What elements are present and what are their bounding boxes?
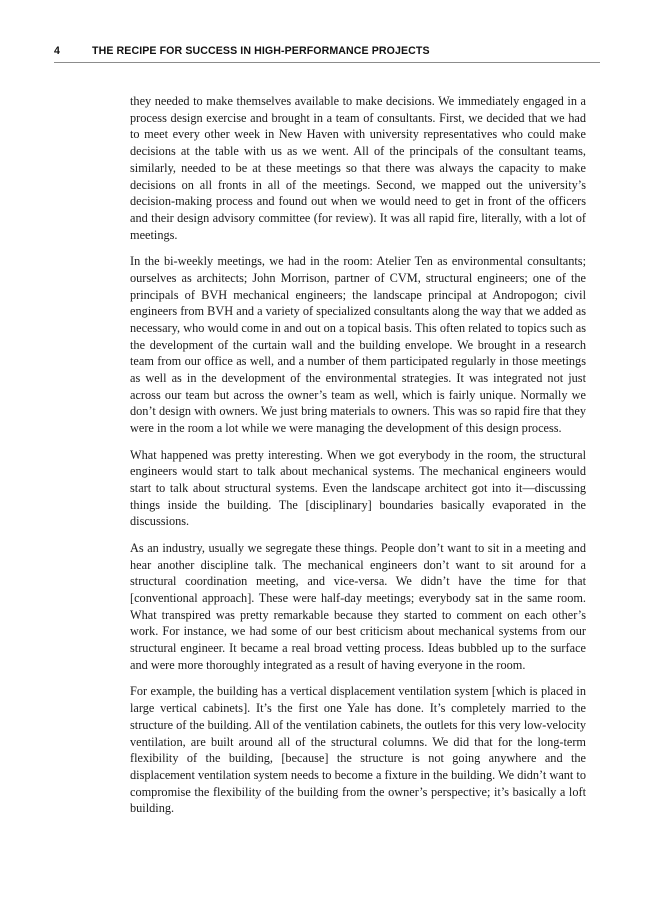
paragraph: What happened was pretty interesting. When we got everybody in the room, the structural engineers would start to talk about mechanical systems. The mechanical engineers would start to talk about structural systems. Even the landscape architect got into it—discussing things inside the building. The [disciplinary] boundaries basically evaporated in the discussions.: [130, 447, 586, 529]
paragraph: they needed to make themselves available to make decisions. We immediately engaged in a process design exercise and brought in a team of consultants. First, we decided that we had to meet every other week in New Haven with university representatives who could make decisions at the table with us as we went. All of the principals of the consultant teams, similarly, needed to be at these meetings so that there was always the capacity to make decisions on all fronts in all of the meetings. Second, we mapped out the university’s decision-making process and found out when we would need to get in front of the officers and their design advisory committee (for review). It was all rapid fire, literally, with a lot of meetings.: [130, 94, 586, 242]
paragraph: In the bi-weekly meetings, we had in the room: Atelier Ten as environmental consultants; ourselves as architects; John Morrison, partner of CVM, structural engineers; one of the principals of BVH mechanical engineers; the landscape principal at Andropogon; civil engineers from BVH and a variety of specialized consultants along the way that we added as necessary, who would come in and out on a topical basis. This often related to topics such as the development of the curtain wall and the building envelope. We brought in a research team from our office as well, and a number of them participated regularly in those meetings as well as in the development of the environmental strategies. It was integrated not just across our team but across the owner’s team as well, which is fairly unique. Normally we don’t design with owners. We just bring materials to owners. This was so rapid fire that they were in the room a lot while we were managing the development of this design process.: [130, 254, 586, 436]
running-title: THE RECIPE FOR SUCCESS IN HIGH-PERFORMANCE PROJECTS: [92, 45, 430, 57]
page-number: 4: [54, 45, 60, 57]
paragraph: For example, the building has a vertical displacement ventilation system [which is placed in large vertical cabinets]. It’s the first one Yale has done. It’s completely married to the structure of the building. All of the ventilation cabinets, the outlets for this very low-velocity ventilation, are built around all of the structural columns. We did that for the long-term flexibility of the building, [because] the structure is not going anywhere and the displacement ventilation system needs to become a fixture in the building. We didn’t want to compromise the flexibility of the building from the owner’s perspective; it’s basically a loft building.: [130, 684, 586, 816]
paragraph: As an industry, usually we segregate these things. People don’t want to sit in a meeting and hear another discipline talk. The mechanical engineers don’t want to sit around for a structural coordination meeting, and vice-versa. We didn’t have the time for that [conventional approach]. These were half-day meetings; everybody sat in the same room. What transpired was pretty remarkable because they started to comment on each other’s work. For instance, we had some of our best criticism about mechanical systems from our structural engineer. It became a real broad vetting process. Ideas bubbled up to the surface and were more thoroughly integrated as a result of having everyone in the room.: [130, 540, 586, 672]
running-header: [54, 44, 600, 63]
body-text: [130, 93, 586, 827]
